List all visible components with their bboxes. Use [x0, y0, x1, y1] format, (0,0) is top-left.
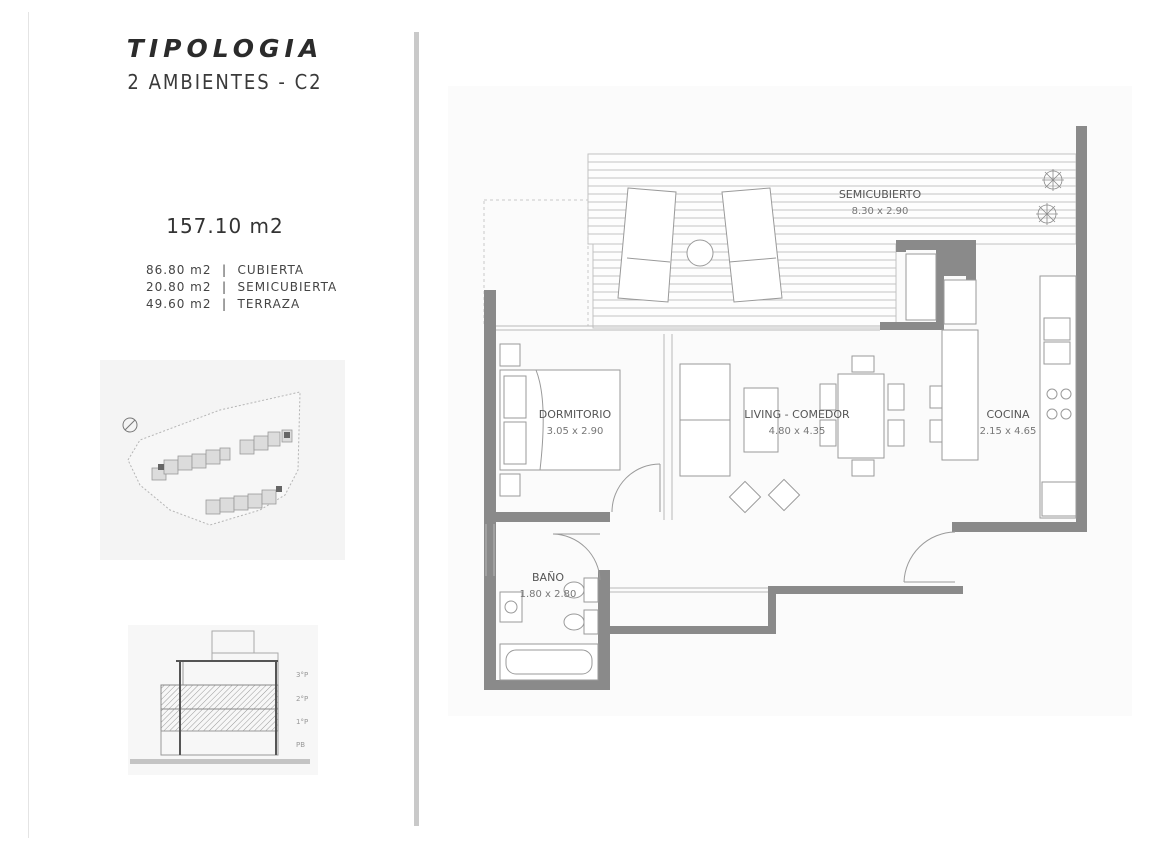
page-subtitle: 2 AMBIENTES - C2 — [127, 70, 323, 94]
area-label: SEMICUBIERTA — [237, 280, 338, 294]
svg-text:2.15 x 4.65: 2.15 x 4.65 — [979, 426, 1037, 437]
area-value: 20.80 m2 — [146, 280, 212, 294]
side-table-icon — [687, 240, 713, 266]
svg-text:DORMITORIO: DORMITORIO — [538, 408, 612, 421]
plant-icon — [1042, 169, 1064, 191]
svg-text:COCINA: COCINA — [986, 408, 1030, 421]
area-row-semicubierta: 20.80 m2 | SEMICUBIERTA — [146, 280, 338, 294]
area-label: CUBIERTA — [237, 263, 305, 277]
nightstand-icon — [500, 474, 520, 496]
area-value: 49.60 m2 — [146, 297, 212, 311]
area-label: TERRAZA — [237, 297, 301, 311]
sofa-icon — [680, 364, 730, 476]
svg-text:1.80 x 2.80: 1.80 x 2.80 — [519, 589, 577, 600]
level-label: 2°P — [296, 695, 309, 703]
svg-text:8.30 x 2.90: 8.30 x 2.90 — [851, 206, 909, 217]
svg-text:BAÑO: BAÑO — [532, 571, 564, 584]
area-row-terraza: 49.60 m2 | TERRAZA — [146, 297, 301, 311]
sun-lounger-icon — [618, 188, 676, 302]
svg-text:LIVING - COMEDOR: LIVING - COMEDOR — [744, 408, 850, 421]
level-label: PB — [296, 741, 306, 749]
bathtub-icon — [500, 644, 598, 680]
nightstand-icon — [500, 344, 520, 366]
svg-text:4.80 x 4.35: 4.80 x 4.35 — [768, 426, 826, 437]
svg-text:3.05 x 2.90: 3.05 x 2.90 — [546, 426, 604, 437]
area-row-cubierta: 86.80 m2 | CUBIERTA — [146, 263, 305, 277]
svg-text:SEMICUBIERTO: SEMICUBIERTO — [838, 188, 922, 201]
page-title: TIPOLOGIA — [126, 34, 324, 63]
area-value: 86.80 m2 — [146, 263, 212, 277]
kitchen-counter-icon — [1040, 276, 1076, 518]
level-label: 3°P — [296, 671, 309, 679]
plant-icon — [1036, 203, 1058, 225]
level-label: 1°P — [296, 718, 309, 726]
total-area: 157.10 m2 — [166, 214, 284, 238]
utility-closet — [906, 254, 936, 320]
